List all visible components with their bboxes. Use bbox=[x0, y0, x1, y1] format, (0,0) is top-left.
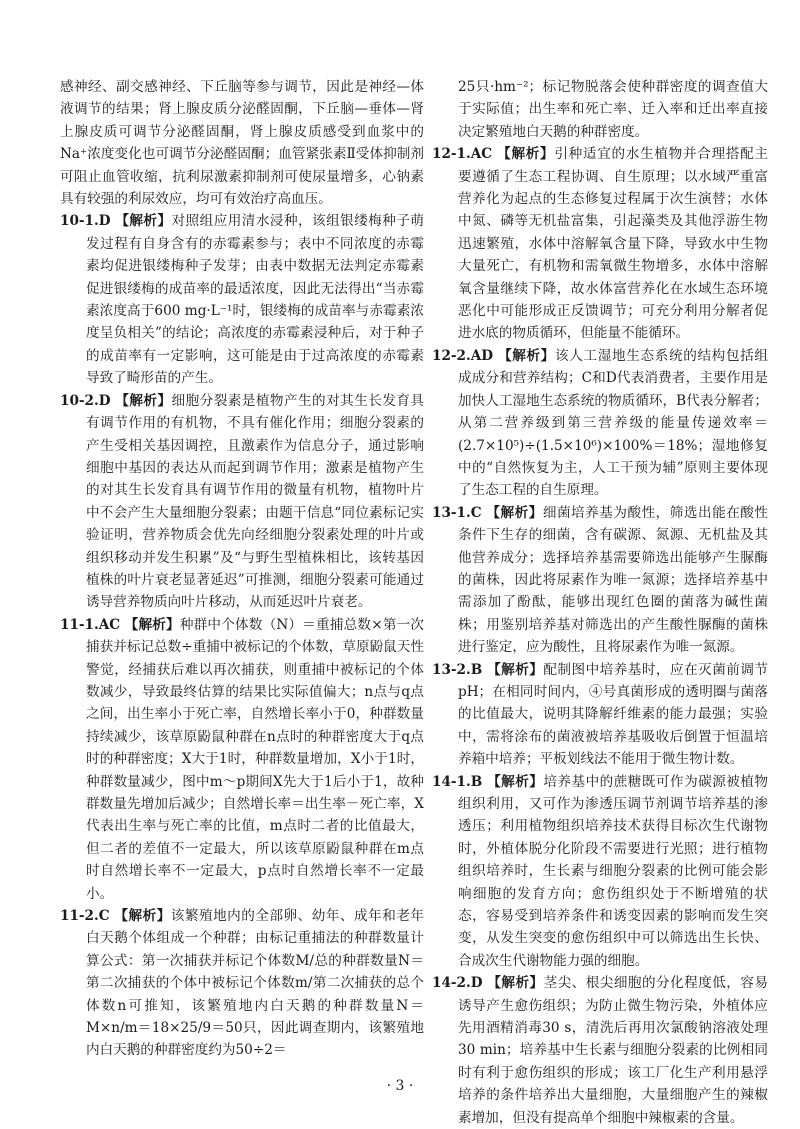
page-number: · 3 · bbox=[386, 1078, 414, 1094]
answer-id: 13-2.B bbox=[432, 661, 483, 678]
answer-text: 对照组应用清水浸种，该组银缕梅种子萌发过程有自身含有的赤霉素参与；表中不同浓度的赤霉素均促进银缕梅种子发芽；由表中数据无法判定赤霉素促进银缕梅的成苗率的最适浓度，因此无法得出“当赤霉素浓度高于600 mg·L⁻¹时，银缕梅的成苗率与赤霉素浓度呈负相关”的结论；高浓度的赤霉素浸种后，对于种子的成苗率有一定影响，这可能是由于过高浓度的赤霉素导致了畸形苗的产生。 bbox=[86, 213, 425, 387]
analysis-tag: 【解析】 bbox=[124, 616, 180, 633]
answer-block-cont bbox=[432, 76, 768, 143]
analysis-tag: 【解析】 bbox=[487, 975, 544, 992]
answer-text: 引种适宜的水生植物并合理搭配主要遵循了生态工程协调、自生原理；以水域严重富营养化为起点的生态修复过程属于次生演替；水体中氮、磷等无机盐富集，引起藻类及其他浮游生物迅速繁殖，水体中溶解氧含量下降，导致水中生物大量死亡，有机物和需氧微生物增多，水体中溶解氧含量继续下降，故水体富营养化在水域生态环境恶化中可能形成正反馈调节；可充分利用分解者促进水底的物质循环，但能量不能循环。 bbox=[458, 146, 769, 342]
answer-block-14-1 bbox=[432, 771, 768, 973]
answer-block-cont bbox=[60, 76, 424, 210]
answer-text: 该繁殖地内的全部卵、幼年、成年和老年白天鹅个体组成一个种群；由标记重捕法的种群数量计算公式：第一次捕获并标记个体数M/总的种群数量N＝第二次捕获的个体中被标记个体数m/第二次捕获的总个体数n可推知，该繁殖地内白天鹅的种群数量N＝M×n/m＝18×25/9＝50只，因此调查期内，该繁殖地内白天鹅的种群密度约为50÷2＝ bbox=[86, 908, 425, 1059]
left-column bbox=[60, 76, 424, 1062]
answer-text: 感神经、副交感神经、下丘脑等参与调节，因此是神经—体液调节的结果；肾上腺皮质分泌醛固酮，下丘脑—垂体—肾上腺皮质可调节分泌醛固酮，肾上腺皮质感受到血浆中的Na⁺浓度变化也可调节分泌醛固酮；血管紧张素Ⅱ受体抑制剂可阻止血管收缩，抗利尿激素抑制剂可使尿量增多，心钠素具有较强的利尿效应，均可有效治疗高血压。 bbox=[60, 79, 424, 208]
answer-id: 12-1.AC bbox=[432, 146, 493, 163]
answer-block-10-2 bbox=[60, 390, 424, 614]
answer-text: 配制图中培养基时，应在灭菌前调节pH；在相同时间内，④号真菌形成的透明圈与菌落的比值最大，说明其降解纤维素的能力最强；实验中，需将涂布的菌液被培养基吸收后倒置于恒温培养箱中培养；平板划线法不能用于微生物计数。 bbox=[458, 661, 769, 768]
analysis-tag: 【解析】 bbox=[114, 908, 171, 925]
analysis-tag: 【解析】 bbox=[498, 347, 556, 364]
answer-id: 14-2.D bbox=[432, 975, 483, 992]
answer-id: 13-1.C bbox=[432, 504, 482, 521]
answer-id: 10-2.D bbox=[60, 392, 111, 409]
answer-id: 11-1.AC bbox=[60, 616, 121, 633]
answer-id: 12-2.AD bbox=[432, 347, 494, 364]
right-column bbox=[432, 76, 768, 1129]
answer-block-13-1 bbox=[432, 502, 768, 659]
analysis-tag: 【解析】 bbox=[497, 146, 555, 163]
answer-text: 细胞分裂素是植物产生的对其生长发育具有调节作用的有机物，不具有催化作用；细胞分裂素的产生受相关基因调控，且激素作为信息分子，通过影响细胞中基因的表达从而起到调节作用；激素是植物产生的对其生长发育具有调节作用的微量有机物，植物叶片中不会产生大量细胞分裂素；由题干信息“同位素标记实验证明，营养物质会优先向经细胞分裂素处理的叶片或组织移动并发生积累”及“与野生型植株相比，该转基因植株的叶片衰老显著延迟”可推测，细胞分裂素可能通过诱导营养物质向叶片移动，从而延迟叶片衰老。 bbox=[86, 392, 425, 611]
answer-id: 11-2.C bbox=[60, 908, 110, 925]
answer-text: 细菌培养基为酸性，筛选出能在酸性条件下生存的细菌，含有碳源、氮源、无机盐及其他营养成分；选择培养基需要筛选出能够产生脲酶的菌株，因此将尿素作为唯一氮源；选择培养基中需添加了酚酞，能够出现红色圈的菌落为碱性菌株；用鉴别培养基对筛选出的产生酸性脲酶的菌株进行鉴定，应为酸性，且将尿素作为唯一氮源。 bbox=[458, 504, 769, 656]
answer-block-10-1 bbox=[60, 210, 424, 389]
answer-text: 该人工湿地生态系统的结构包括组成成分和营养结构；C和D代表消费者，主要作用是加快人工湿地生态系统的物质循环，B代表分解者；从第二营养级到第三营养级的能量传递效率＝(2.7×10⁵)÷(1.5×10⁶)×100%＝18%；湿地修复中的“自然恢复为主，人工干预为辅”原则主要体现了生态工程的自生原理。 bbox=[458, 347, 768, 499]
answer-block-14-2 bbox=[432, 972, 768, 1129]
answer-id: 10-1.D bbox=[60, 213, 111, 230]
analysis-tag: 【解析】 bbox=[487, 773, 544, 790]
analysis-tag: 【解析】 bbox=[115, 213, 172, 230]
answer-text: 25只·hm⁻²；标记物脱落会使种群密度的调查值大于实际值；出生率和死亡率、迁入率和迁出率直接决定繁殖地白天鹅的种群密度。 bbox=[458, 79, 768, 140]
answer-block-12-1 bbox=[432, 143, 768, 345]
answer-block-11-1 bbox=[60, 614, 424, 905]
analysis-tag: 【解析】 bbox=[115, 392, 172, 409]
analysis-tag: 【解析】 bbox=[487, 661, 544, 678]
answer-block-11-2 bbox=[60, 905, 424, 1062]
answer-block-13-2 bbox=[432, 659, 768, 771]
answer-text: 种群中个体数（N）＝重捕总数×第一次捕获并标记总数÷重捕中被标记的个体数，草原鼢鼠天性警觉，经捕获后难以再次捕获，则重捕中被标记的个体数减少，导致最终估算的结果比实际值偏大；n点与q点之间，出生率小于死亡率，自然增长率小于0，种群数量持续减少，该草原鼢鼠种群在n点时的种群密度大于q点时的种群密度；X大于1时，种群数量增加，X小于1时，种群数量减少，图中m～p期间X先大于1后小于1，故种群数量先增加后减少；自然增长率＝出生率－死亡率，X代表出生率与死亡率的比值，m点时二者的比值最大，但二者的差值不一定最大，所以该草原鼢鼠种群在m点时自然增长率不一定最大，p点时自然增长率不一定最小。 bbox=[86, 616, 424, 902]
answer-text: 培养基中的蔗糖既可作为碳源被植物组织利用，又可作为渗透压调节剂调节培养基的渗透压；利用植物组织培养技术获得目标次生代谢物时，外植体脱分化阶段不需要进行光照；进行植物组织培养时，生长素与细胞分裂素的比例可能会影响细胞的发育方向；愈伤组织处于不断增殖的状态，容易受到培养条件和诱变因素的影响而发生突变，从发生突变的愈伤组织中可以筛选出生长快、合成次生代谢物能力强的细胞。 bbox=[458, 773, 769, 969]
answer-text: 茎尖、根尖细胞的分化程度低，容易诱导产生愈伤组织；为防止微生物污染，外植体应先用酒精消毒30 s，清洗后再用次氯酸钠溶液处理30 min；培养基中生长素与细胞分裂素的比例相同时有利于愈伤组织的形成；该工厂化生产利用悬浮培养的条件培养出大量细胞，大量细胞产生的辣椒素增加，但没有提高单个细胞中辣椒素的含量。 bbox=[458, 975, 769, 1126]
answer-id: 14-1.B bbox=[432, 773, 483, 790]
analysis-tag: 【解析】 bbox=[486, 504, 543, 521]
answer-block-12-2 bbox=[432, 345, 768, 502]
